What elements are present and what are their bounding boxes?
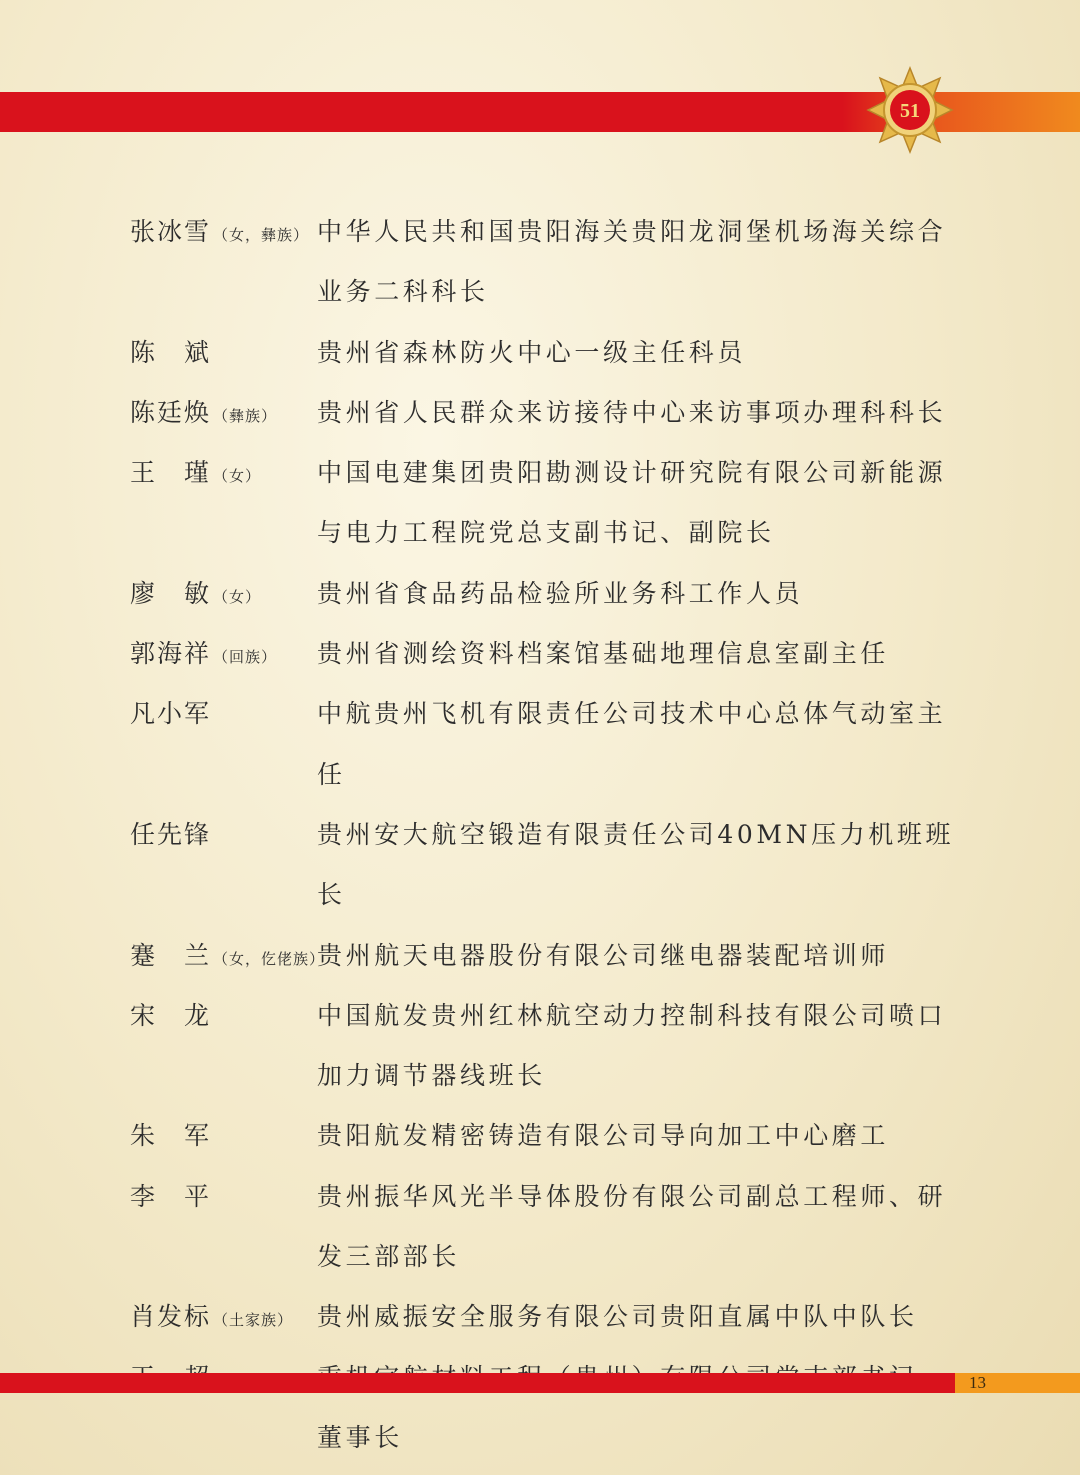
honoree-note: （女） (213, 587, 262, 606)
honoree-position: 贵州航天电器股份有限公司继电器装配培训师 (317, 940, 890, 970)
honoree-position: 贵州安大航空锻造有限责任公司40MN压力机班班长 (317, 819, 955, 910)
honoree-position: 贵州省食品药品检验所业务科工作人员 (317, 578, 804, 608)
honoree-position: 中航贵州飞机有限责任公司技术中心总体气动室主任 (317, 699, 947, 789)
honoree-name-text: 陈廷焕 (130, 397, 212, 427)
honoree-name-text: 郭海祥 (130, 639, 212, 669)
honoree-name (130, 805, 315, 865)
honoree-row (0, 202, 1080, 323)
honoree-name (130, 986, 315, 1046)
honoree-row (0, 1287, 1080, 1347)
honoree-note: （土家族） (213, 1311, 294, 1330)
honoree-row (0, 805, 1080, 926)
honoree-note: （彝族） (213, 406, 278, 425)
honoree-name-text: 凡小军 (130, 699, 212, 729)
badge-51-icon (866, 66, 954, 154)
honoree-position: 中国航发贵州红林航空动力控制科技有限公司喷口加力调节器线班长 (317, 1000, 947, 1091)
honoree-note: （回族） (213, 648, 278, 667)
honoree-name-text: 肖发标 (130, 1302, 212, 1332)
honoree-row (0, 926, 1080, 986)
honoree-name-text: 李 平 (130, 1181, 212, 1211)
honoree-row (0, 624, 1080, 684)
honoree-name-text: 张冰雪 (130, 217, 212, 246)
honoree-row (0, 684, 1080, 805)
bottom-red-bar (0, 1373, 955, 1393)
honoree-position: 贵阳航发精密铸造有限公司导向加工中心磨工 (317, 1121, 890, 1151)
honoree-position: 贵州省森林防火中心一级主任科员 (317, 337, 747, 367)
honoree-name (130, 443, 315, 503)
honoree-row (0, 1106, 1080, 1166)
honoree-position: 董事长 (317, 1422, 403, 1452)
honoree-row (0, 1167, 1080, 1288)
honoree-row (0, 564, 1080, 624)
page-number: 13 (969, 1373, 986, 1392)
honoree-name-text: 任先锋 (130, 819, 212, 849)
honoree-name-text: 蹇 兰 (130, 940, 212, 970)
honoree-name (130, 926, 326, 986)
honoree-note: （女） (213, 467, 262, 486)
honoree-row (0, 986, 1080, 1107)
honoree-name-text: 王 瑾 (130, 458, 212, 488)
honoree-row (0, 1348, 1080, 1469)
honoree-row (0, 443, 1080, 564)
honoree-name-text: 朱 军 (130, 1121, 212, 1151)
honoree-name (130, 323, 315, 383)
honoree-name-text: 陈 斌 (130, 337, 212, 367)
honoree-name-text: 廖 敏 (130, 578, 212, 608)
honoree-note: （女，仡佬族） (213, 949, 326, 968)
honoree-note: （女，彝族） (213, 226, 310, 244)
honoree-name (130, 383, 315, 443)
honoree-row (0, 383, 1080, 443)
emblem-label: 51 (900, 100, 920, 122)
honoree-position: 中华人民共和国贵阳海关贵阳龙洞堡机场海关综合业务二科科长 (317, 217, 947, 307)
honoree-list (0, 202, 1080, 1468)
honoree-name (130, 1167, 315, 1227)
honoree-position: 贵州省人民群众来访接待中心来访事项办理科科长 (317, 397, 947, 427)
honoree-name (130, 684, 315, 744)
honoree-name (130, 1106, 315, 1166)
honoree-position: 中国电建集团贵阳勘测设计研究院有限公司新能源与电力工程院党总支副书记、副院长 (317, 458, 947, 548)
honoree-name (130, 1287, 315, 1347)
bottom-band (0, 1373, 1080, 1393)
honoree-position: 贵州威振安全服务有限公司贵阳直属中队中队长 (317, 1302, 918, 1332)
honoree-name (130, 624, 315, 684)
honoree-name-text: 宋 龙 (130, 1000, 212, 1030)
honoree-position: 贵州省测绘资料档案馆基础地理信息室副主任 (317, 639, 890, 669)
honoree-name (130, 202, 315, 262)
honoree-position: 贵州振华风光半导体股份有限公司副总工程师、研发三部部长 (317, 1181, 947, 1272)
honoree-row (0, 323, 1080, 383)
honoree-name (130, 564, 315, 624)
